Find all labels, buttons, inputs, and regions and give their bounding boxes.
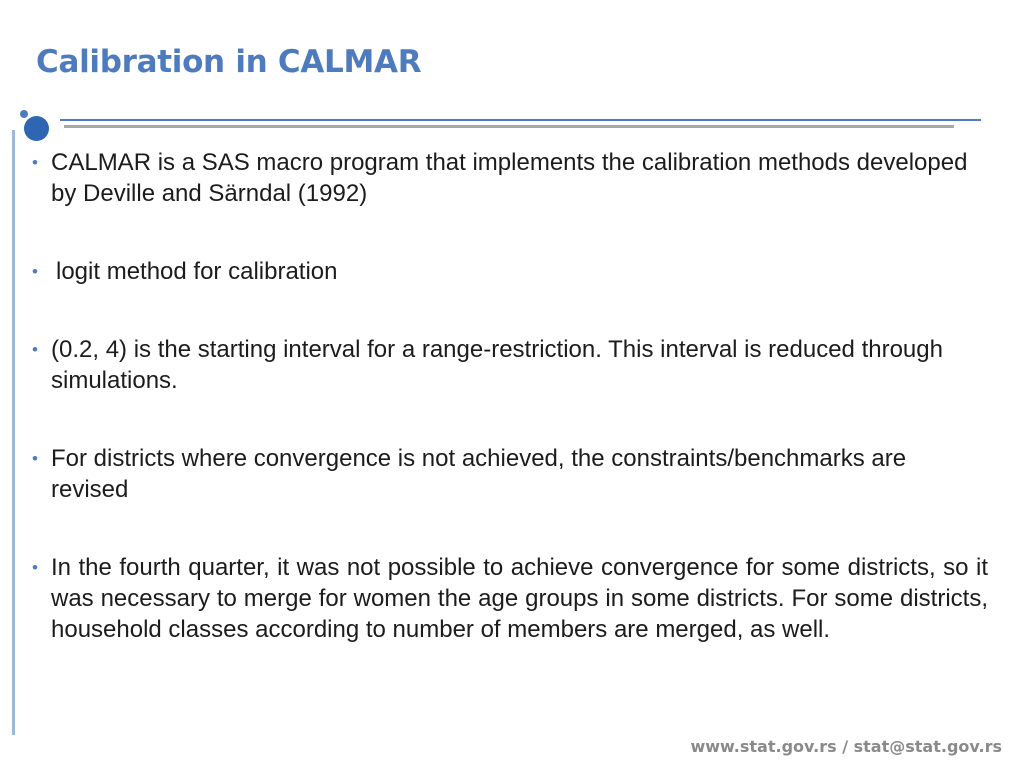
bullet-item <box>32 256 988 287</box>
bullet-icon: • <box>32 558 38 577</box>
bullet-item <box>32 147 988 209</box>
decorative-large-dot <box>24 116 49 141</box>
slide-title: Calibration in CALMAR <box>36 44 422 80</box>
bullet-text: logit method for calibration <box>56 258 338 285</box>
bullet-text: In the fourth quarter, it was not possible to achieve convergence for some districts, so it was necessary to merge for women the age groups in some districts. For some districts, household classes according to number of members are merged, as well. <box>51 554 988 643</box>
bullet-list <box>32 147 988 692</box>
left-accent-bar <box>12 130 15 735</box>
bullet-icon: • <box>32 153 38 172</box>
bullet-text: (0.2, 4) is the starting interval for a range-restriction. This interval is reduced through simulations. <box>51 336 943 394</box>
decorative-small-dot <box>20 110 28 118</box>
bullet-icon: • <box>32 262 38 281</box>
bullet-item <box>32 334 988 396</box>
title-underline-blue <box>60 119 981 121</box>
bullet-icon: • <box>32 340 38 359</box>
bullet-item <box>32 443 988 505</box>
bullet-icon: • <box>32 449 38 468</box>
bullet-text: For districts where convergence is not achieved, the constraints/benchmarks are revised <box>51 445 907 503</box>
bullet-text: CALMAR is a SAS macro program that implements the calibration methods developed by Deville and Särndal (1992) <box>51 149 968 207</box>
bullet-item <box>32 552 988 645</box>
footer-website-email: www.stat.gov.rs / stat@stat.gov.rs <box>690 737 1002 756</box>
title-underline-gray <box>64 125 954 128</box>
